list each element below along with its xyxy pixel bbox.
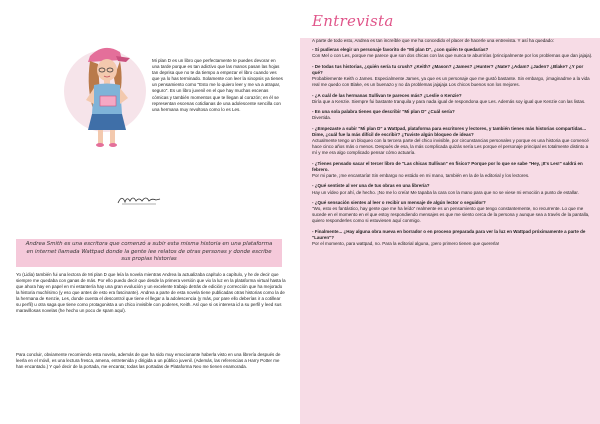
qa-item xyxy=(312,126,594,156)
question-text: - ¿Tienes pensado sacar el tercer libro de "Las chicas Sullivan" en físico? Porque por lo que se sabe "Hey, ¡It's Les!" saldrá en febrero. xyxy=(312,160,583,172)
qa-item xyxy=(312,229,594,247)
interview-content xyxy=(312,38,594,252)
answer-text: Actualmente tengo un bloqueo con la tercera parte del chico invisible, por circunstancias personales y porque es una historia que comencé hace cinco años más o menos. Después de esa, la más complicada quizás sería Les porque el personaje principal es totalmente distinto a mí y me era algo complicado pensar cómo actuaría. xyxy=(312,137,589,156)
answer-text: Probablemente Keith o James. Especialmente James, ya que es un personaje que me gustó bastante. Sin embargo, ¡imaginadme a la vida real me quedo con Blake, es un buenazo y no da problemas jajajaja Los chicos buenos son los mejores. xyxy=(312,75,590,87)
answer-text: Divertida. xyxy=(312,115,332,121)
author-bio-box xyxy=(16,239,282,267)
answer-text: Diría que a Kenzie. Siempre fui bastante tranquila y para nada igual de respondona que Les. Además soy igual que Kenzie con las listas. xyxy=(312,98,586,104)
qa-item xyxy=(312,200,594,224)
answer-text: Hay un vídeo por ahí, de hecho. ¡No me lo creía! Me tapaba la cara con la mano para que no se viese mi emoción a punto de estallar. xyxy=(312,189,579,195)
question-text: - ¿Qué sensación sientes al leer o recibir un mensaje de algún lector o seguidor? xyxy=(312,200,486,206)
answer-text: Por el momento, para wattpad, no. Para la editorial alguna, ¡pero primero tienen que quererla! xyxy=(312,241,500,247)
book-intro-text: Mi plan D es un libro que perfectamente te puedes devorar en una tarde porque es tan adictivo que las manos pasan las hojas tan deprisa que no te da tiempo a empezar el libro cuando ves que ya lo has terminado. Solamente con leer la sinopsis ya tienes un pensamiento como "Esto me lo quiero leer y me va a atrapar, seguro". Es un libro juvenil en el que hay muchas escenas cómicas y también momentos que te llegan al corazón; en él se representan escenas cotidianas de una adolescente sencilla con una hermana muy revoltosa como lo es Les. xyxy=(152,58,283,112)
qa-item xyxy=(312,93,594,105)
interview-intro: A parte de todo esto, Andrea es tan increíble que me ha concedido el placer de hacerle una entrevista. Y así ha quedado: xyxy=(312,38,555,43)
qa-item xyxy=(312,47,594,59)
question-text: - En una sola palabra tienes que describir "Mi plan D" ¿Cuál sería? xyxy=(312,109,455,115)
answer-text: Con Mel o con Les, porque me parece que son dos chicas con las que nunca te aburrirías (principalmente por los problemas que dan jajaja). xyxy=(312,53,593,59)
qa-item xyxy=(312,64,594,88)
right-page xyxy=(300,0,600,424)
question-text: - De todas tus historias, ¿quién sería tu crush? ¿Keith? ¿Mason? ¿James? ¿Hunter? ¿Nate? ¿Adam? ¿Jaden? ¿Blake? ¿Y por qué? xyxy=(312,63,584,75)
qa-item xyxy=(312,109,594,121)
review-paragraph-2: Para concluir, obviamente recomiendo esta novela, además de que ha sido muy emocionante haberla visto en una librería después de leerla en el móvil, es una lectura fresca, amena, entretenida y dirigida a un público juvenil. (Además, las referencias a Harry Potter me han encantado.) Y qué decir de la portada, me encanta; todas las portadas de Plataforma Neo me tienen enamorada. xyxy=(16,352,281,370)
question-text: - ¿A cuál de las hermanas Sullivan te pareces más? ¿Leslie o Kenzie? xyxy=(312,92,462,98)
interview-title: Entrevista xyxy=(312,12,394,30)
qa-item xyxy=(312,183,594,195)
review-paragraph-1: Yo (Lidia) también fui una lectora de Mi plan D que leía la novela mientras Andrea la actualizaba capítulo a capítulo, y he de decir que siempre me quedaba con ganas de más. Por ello puedo decir que desde la primera versión que vio la luz en la plataforma virtual hasta la que ahora hay en papel en mi estantería hay una gran evolución y un excelente trabajo detrás de edición y corrección que ha mejorado la historia muchísimo (y eso que antes de esto era fascinante). Andrea a parte de esta novela tiene publicadas otras historias como la de la hermana de Kenzie, Les, donde cuenta el descontrol que tiene el llegar a la adolescencia (y más, por pare ello deberías ir a cotillear su perfil) u otra saga que tiene como protagonista a un chico invisible con poderes, Keith. Así que si os interesa id a su perfil y leed sus maravillosas novelas (he hecho un poco de spam aquí). xyxy=(16,272,286,314)
answer-text: Por mi parte, ¡me encantaría! Sin embargo no estádo en mi mano, también en la de la editorial y los lectores. xyxy=(312,172,530,178)
girl-illustration-icon xyxy=(60,34,150,149)
answer-text: "Wo, esto es fantástico, hay gente que me ha leído" realmente es un pensamiento que tengo constantemente, no recurrente. Lo que me sucede en el momento en el que estoy respondiendo mensajes es que me siento cerca de la persona y aunque sea a través de la pantalla, quiero responderles como si estuviesen aquí conmigo. xyxy=(312,206,590,224)
question-text: - Finalmente... ¿Hay alguna obra nueva en borrador o en proceso preparada para ver la luz en Wattpad próximamente a parte de "Lauren"? xyxy=(312,228,586,240)
question-text: - ¿Qué sentiste al ver una de tus obras en una librería? xyxy=(312,183,430,189)
author-signature-icon xyxy=(116,192,162,206)
question-text: - ¿Empezaste a subir "Mi plan D" a Wattpad, plataforma para escritores y lectores, y también tienes más historias compartidas... Dime, ¿cuál fue la más difícil de escribir? ¿Tuviste algún bloqueo de ideas? xyxy=(312,125,587,137)
question-text: - Si pudieras elegir un personaje favorito de "Mi plan D", ¿con quién te quedarías? xyxy=(312,47,489,53)
qa-item xyxy=(312,161,594,179)
author-bio-text: Andrea Smith es una escritora que comenzó a subir esta misma historia en una plataforma en internet llamada Wattpad donde la gente lee relatos de otras personas y donde escribe sus propias historias xyxy=(25,241,273,263)
